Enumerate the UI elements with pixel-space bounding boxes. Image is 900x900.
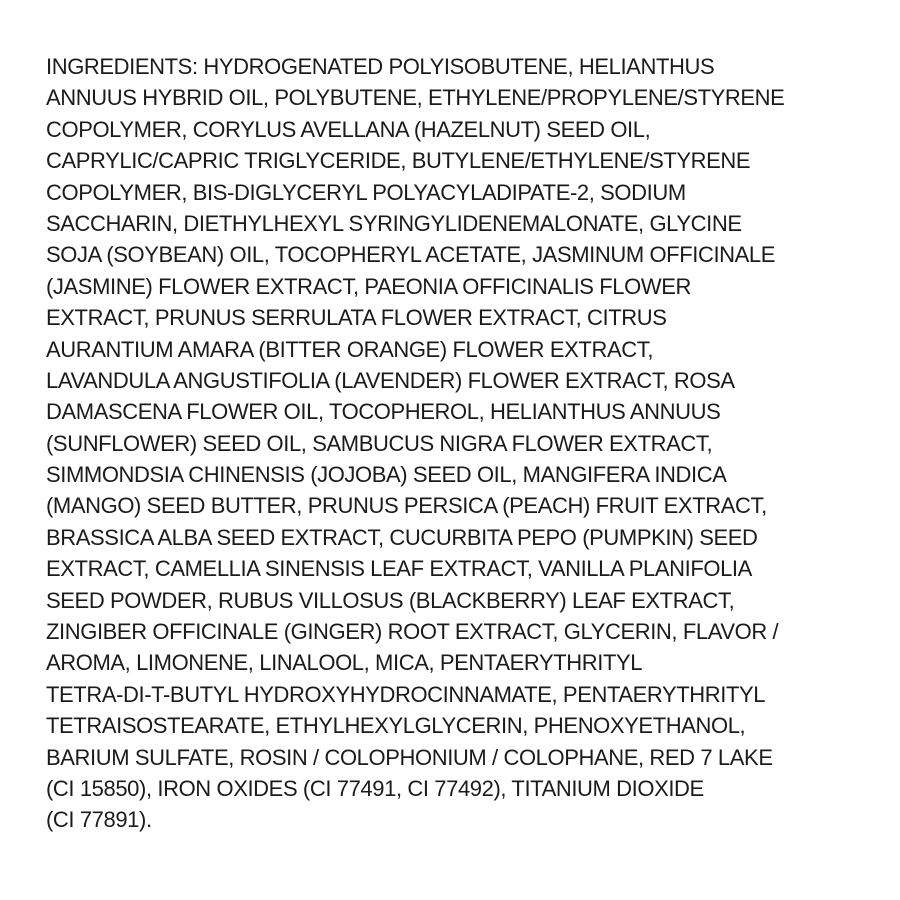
ingredients-line: LAVANDULA ANGUSTIFOLIA (LAVENDER) FLOWER EXTRACT, ROSA (46, 367, 735, 393)
ingredients-line: SIMMONDSIA CHINENSIS (JOJOBA) SEED OIL, MANGIFERA INDICA (46, 462, 727, 488)
ingredients-line: AROMA, LIMONENE, LINALOOL, MICA, PENTAERYTHRITYL (46, 650, 643, 676)
ingredients-line: SOJA (SOYBEAN) OIL, TOCOPHERYL ACETATE, JASMINUM OFFICINALE (46, 242, 776, 268)
ingredients-line: (CI 15850), IRON OXIDES (CI 77491, CI 77492), TITANIUM DIOXIDE (46, 775, 704, 801)
ingredients-line: (MANGO) SEED BUTTER, PRUNUS PERSICA (PEACH) FRUIT EXTRACT, (46, 493, 767, 519)
ingredients-line: COPOLYMER, BIS-DIGLYCERYL POLYACYLADIPATE-2, SODIUM (46, 179, 686, 205)
ingredients-line: BARIUM SULFATE, ROSIN / COLOPHONIUM / COLOPHANE, RED 7 LAKE (46, 744, 773, 770)
ingredients-line: COPOLYMER, CORYLUS AVELLANA (HAZELNUT) SEED OIL, (46, 116, 651, 142)
ingredients-text-block (46, 51, 866, 836)
ingredients-line: TETRAISOSTEARATE, ETHYLHEXYLGLYCERIN, PHENOXYETHANOL, (46, 713, 746, 739)
ingredients-line: SACCHARIN, DIETHYLHEXYL SYRINGYLIDENEMALONATE, GLYCINE (46, 210, 742, 236)
ingredients-line: SEED POWDER, RUBUS VILLOSUS (BLACKBERRY) LEAF EXTRACT, (46, 587, 735, 613)
ingredients-line: DAMASCENA FLOWER OIL, TOCOPHEROL, HELIANTHUS ANNUUS (46, 399, 721, 425)
ingredients-line: (JASMINE) FLOWER EXTRACT, PAEONIA OFFICINALIS FLOWER (46, 273, 691, 299)
ingredients-line: EXTRACT, CAMELLIA SINENSIS LEAF EXTRACT, VANILLA PLANIFOLIA (46, 556, 752, 582)
ingredients-line: (CI 77891). (46, 807, 152, 833)
ingredients-line: EXTRACT, PRUNUS SERRULATA FLOWER EXTRACT, CITRUS (46, 305, 667, 331)
ingredients-line: BRASSICA ALBA SEED EXTRACT, CUCURBITA PEPO (PUMPKIN) SEED (46, 524, 758, 550)
ingredients-line: AURANTIUM AMARA (BITTER ORANGE) FLOWER EXTRACT, (46, 336, 654, 362)
ingredients-line: ANNUUS HYBRID OIL, POLYBUTENE, ETHYLENE/PROPYLENE/STYRENE (46, 85, 785, 111)
ingredients-line: INGREDIENTS: HYDROGENATED POLYISOBUTENE, HELIANTHUS (46, 54, 715, 79)
ingredients-line: CAPRYLIC/CAPRIC TRIGLYCERIDE, BUTYLENE/ETHYLENE/STYRENE (46, 148, 751, 174)
ingredients-line: ZINGIBER OFFICINALE (GINGER) ROOT EXTRACT, GLYCERIN, FLAVOR / (46, 619, 779, 645)
ingredients-line: TETRA-DI-T-BUTYL HYDROXYHYDROCINNAMATE, PENTAERYTHRITYL (46, 681, 766, 707)
ingredients-line: (SUNFLOWER) SEED OIL, SAMBUCUS NIGRA FLOWER EXTRACT, (46, 430, 713, 456)
